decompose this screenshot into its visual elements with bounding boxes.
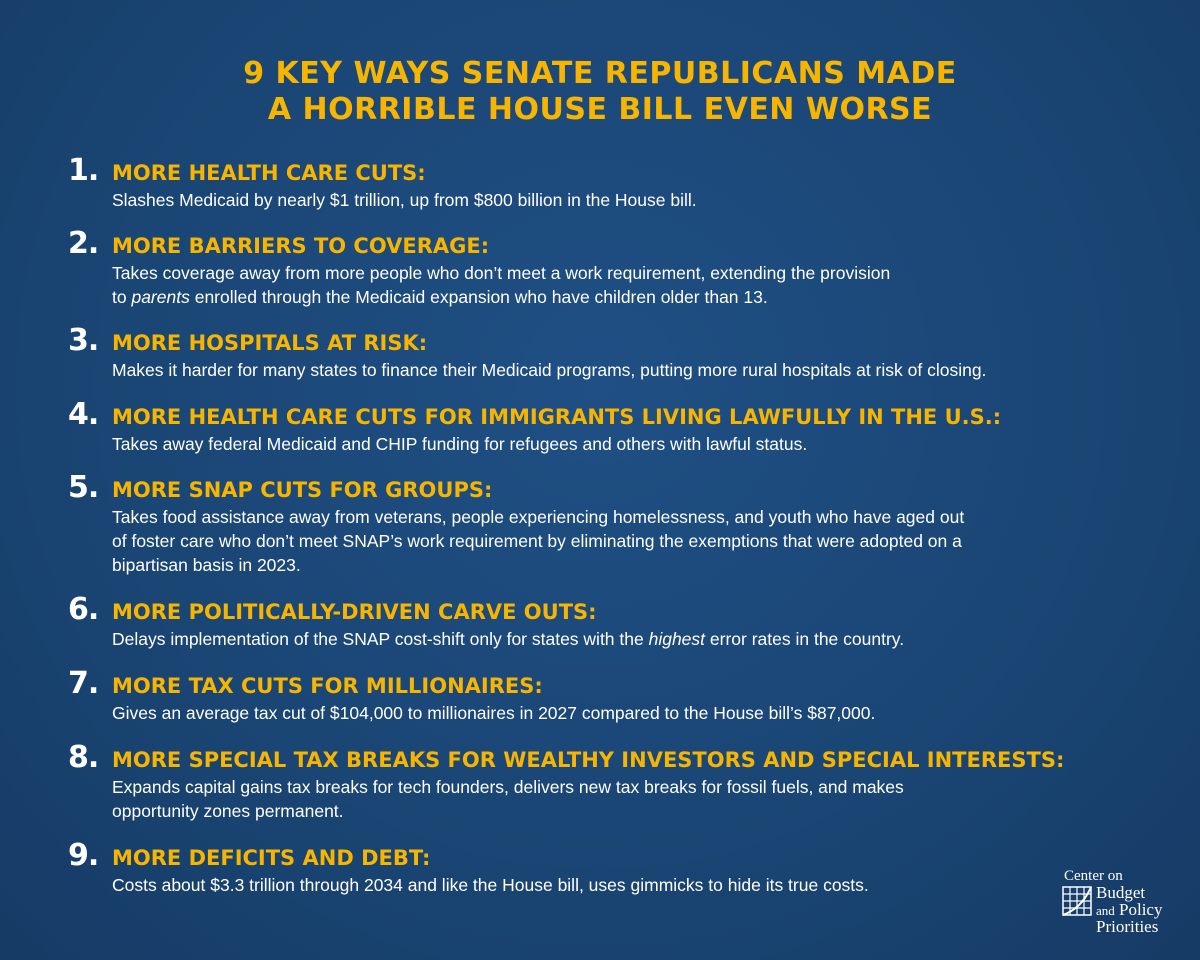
cbpp-logo xyxy=(1062,868,1162,940)
item-heading: MORE SPECIAL TAX BREAKS FOR WEALTHY INVESTORS AND SPECIAL INTERESTS: xyxy=(112,748,1065,772)
item-description: Expands capital gains tax breaks for tech founders, delivers new tax breaks for fossil fuels, and makes opportunity zones permanent. xyxy=(112,777,904,821)
item-description: Takes coverage away from more people who don’t meet a work requirement, extending the provision to parents enrolled through the Medicaid expansion who have children older than 13. xyxy=(112,263,891,307)
logo-text-policy: and Policy xyxy=(1096,900,1163,919)
item-description: Costs about $3.3 trillion through 2034 and like the House bill, uses gimmicks to hide its true costs. xyxy=(112,875,869,895)
item-number: 1. xyxy=(68,153,99,188)
item-description: Takes away federal Medicaid and CHIP funding for refugees and others with lawful status. xyxy=(112,434,808,454)
logo-text-budget: Budget xyxy=(1096,883,1146,902)
emphasis-text: highest xyxy=(648,629,706,649)
item-heading: MORE BARRIERS TO COVERAGE: xyxy=(112,234,490,258)
item-heading: MORE DEFICITS AND DEBT: xyxy=(112,846,431,870)
title-line-1: 9 KEY WAYS SENATE REPUBLICANS MADE xyxy=(243,56,957,91)
page-title xyxy=(0,56,1200,128)
logo-grid-icon xyxy=(1062,886,1092,916)
item-heading: MORE HOSPITALS AT RISK: xyxy=(112,331,428,355)
item-description: Makes it harder for many states to finance their Medicaid programs, putting more rural hospitals at risk of closing. xyxy=(112,360,987,380)
item-description: Delays implementation of the SNAP cost-shift only for states with the highest error rates in the country. xyxy=(112,629,905,649)
title-line-2: A HORRIBLE HOUSE BILL EVEN WORSE xyxy=(267,92,933,127)
item-number: 9. xyxy=(68,838,99,873)
item-description: Gives an average tax cut of $104,000 to millionaires in 2027 compared to the House bill’s $87,000. xyxy=(112,703,876,723)
item-heading: MORE TAX CUTS FOR MILLIONAIRES: xyxy=(112,674,543,698)
item-number: 6. xyxy=(68,592,99,627)
logo-text-center: Center on xyxy=(1064,868,1123,884)
item-heading: MORE HEALTH CARE CUTS FOR IMMIGRANTS LIVING LAWFULLY IN THE U.S.: xyxy=(112,405,1002,429)
item-heading: MORE SNAP CUTS FOR GROUPS: xyxy=(112,478,493,502)
logo-text-priorities: Priorities xyxy=(1096,917,1159,936)
item-heading: MORE HEALTH CARE CUTS: xyxy=(112,161,426,185)
item-description: Takes food assistance away from veterans, people experiencing homelessness, and youth who have aged out of foster care who don’t meet SNAP’s work requirement by eliminating the exemptions that were adopted on a bipartisan basis in 2023. xyxy=(112,507,965,575)
emphasis-text: parents xyxy=(131,287,190,307)
item-number: 5. xyxy=(68,470,99,505)
item-heading: MORE POLITICALLY-DRIVEN CARVE OUTS: xyxy=(112,600,597,624)
item-description: Slashes Medicaid by nearly $1 trillion, up from $800 billion in the House bill. xyxy=(112,190,697,210)
item-number: 3. xyxy=(68,323,99,358)
item-number: 8. xyxy=(68,740,99,775)
item-number: 2. xyxy=(68,226,99,261)
item-number: 4. xyxy=(68,397,99,432)
item-number: 7. xyxy=(68,666,99,701)
